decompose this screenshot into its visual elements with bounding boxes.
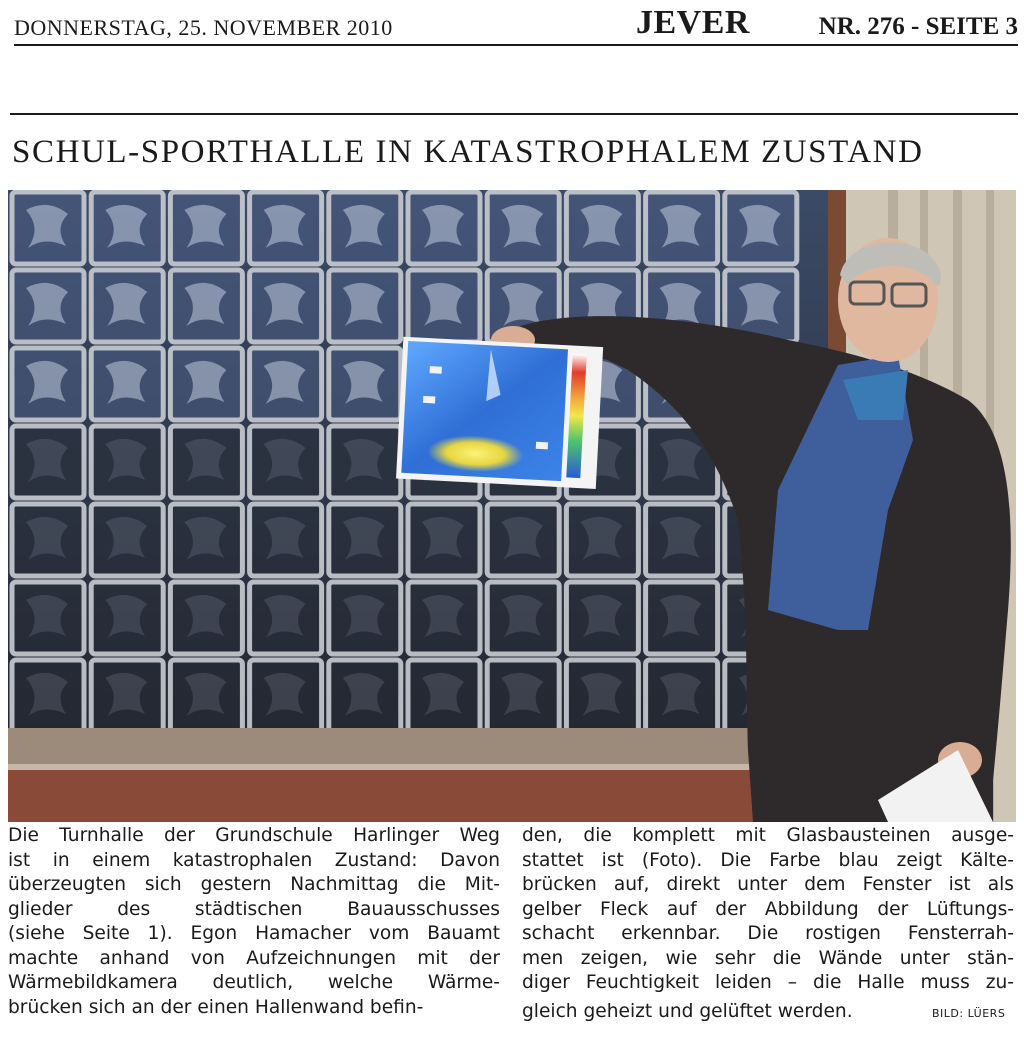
- photo-illustration: [8, 190, 1016, 822]
- article-column-1: [8, 824, 500, 1020]
- article-line: Die Turnhalle der Grundschule Harlinger Weg: [8, 825, 500, 846]
- article-line: men zeigen, wie sehr die Wände unter stän-: [522, 947, 1014, 969]
- article-line: den, die komplett mit Glasbausteinen ausge-: [522, 825, 1014, 846]
- issue-date: DONNERSTAG, 25. NOVEMBER 2010: [14, 15, 393, 40]
- article-line: Wärmebildkamera deutlich, welche Wärme-: [8, 972, 500, 993]
- article-line: machte anhand von Aufzeichnungen mit der: [8, 947, 500, 969]
- photo-credit: BILD: LÜERS: [932, 1006, 1006, 1020]
- article-line: gelber Fleck auf der Abbildung der Lüftungs-: [522, 898, 1014, 920]
- article-line: (siehe Seite 1). Egon Hamacher vom Bauamt: [8, 923, 500, 944]
- article-photo: [8, 190, 1016, 822]
- article-line: brücken auf, direkt unter dem Fenster ist als: [522, 874, 1014, 895]
- article-line: stattet ist (Foto). Die Farbe blau zeigt Kälte-: [522, 849, 1014, 871]
- article-headline: SCHUL-SPORTHALLE IN KATASTROPHALEM ZUSTAND: [12, 134, 924, 170]
- section-rule: [10, 113, 1018, 115]
- issue-page-number: NR. 276 - SEITE 3: [818, 13, 1018, 40]
- article-line: schacht erkennbar. Die rostigen Fensterrah-: [522, 923, 1014, 944]
- article-line: ist in einem katastrophalen Zustand: Davon: [8, 849, 500, 871]
- article-column-2: [522, 824, 1014, 1026]
- article-line: diger Feuchtigkeit leiden – die Halle muss zu-: [522, 972, 1014, 993]
- article-line: überzeugten sich gestern Nachmittag die Mit-: [8, 874, 500, 895]
- article-line: gleich geheizt und gelüftet werden.: [522, 1000, 853, 1022]
- article-line: brücken sich an der einen Hallenwand befin-: [8, 996, 424, 1018]
- masthead: [14, 4, 1018, 46]
- article-line: glieder des städtischen Bauausschusses: [8, 898, 500, 920]
- newspaper-name: JEVER: [636, 4, 750, 41]
